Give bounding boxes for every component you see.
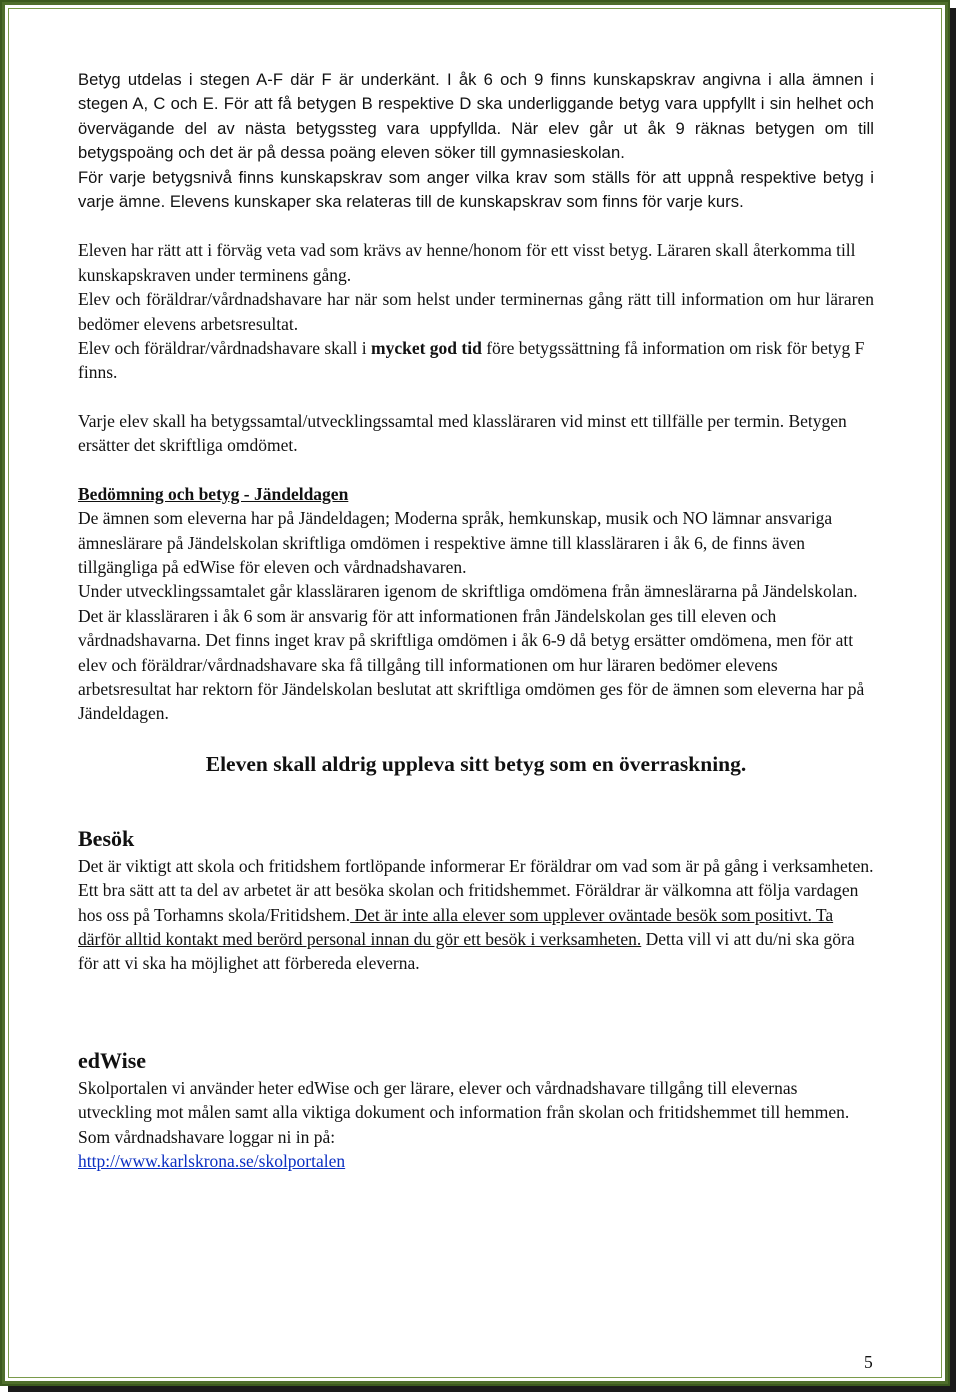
grade-f-risk-start: Elev och föräldrar/vårdnadshavare skall i: [78, 338, 371, 359]
edwise-paragraph: Skolportalen vi använder heter edWise och ger lärare, elever och vårdnadshavare tillgång till elevernas utveckling mot målen samt alla viktiga dokument och information från skolan och fritidshemmet till hemmen. Som vårdnadshavare loggar ni in på:: [78, 1077, 850, 1147]
parent-information-paragraph: Elev och föräldrar/vårdnadshavare har när som helst under terminernas gång rätt till information om hur läraren bedömer elevens arbetsresultat.: [78, 289, 874, 334]
besok-end: Detta vill vi att du/ni ska göra för att vi ska ha möjlighet att förbereda eleverna.: [78, 928, 855, 974]
besok-paragraph: [78, 854, 874, 976]
besok-intro: Det är viktigt att skola och fritidshem fortlöpande informerar Er föräldrar om vad som är på gång i verksamheten. Ett bra sätt att ta del av arbetet är att besöka skolan och fritidshemmet. Föräldrar är välkomna att följa vardagen hos oss på Torhamns skola/Fritidshem.: [78, 855, 874, 925]
document-body: [78, 68, 874, 1173]
grading-intro-paragraph: Betyg utdelas i stegen A-F där F är underkänt. I åk 6 och 9 finns kunskapskrav angivna i alla ämnen i stegen A, C och E. För att få betygen B respektive D ska underliggande betyg vara uppfyllt i sin helhet och övervägande del av nästa betygssteg vara uppfyllda. När elev går ut åk 9 räknas betygen om till betygspoäng och det är på dessa poäng eleven söker till gymnasieskolan.: [78, 70, 874, 163]
edwise-heading: edWise: [78, 1047, 147, 1073]
jandeldagen-heading: Bedömning och betyg - Jändeldagen: [78, 483, 349, 504]
no-surprise-callout: Eleven skall aldrig uppleva sitt betyg som en överraskning.: [205, 751, 747, 776]
besok-underlined-1: Det är inte alla elever som upplever oväntade besök som positivt.: [350, 904, 812, 925]
besok-heading: Besök: [78, 825, 135, 851]
student-rights-paragraph: Eleven har rätt att i förväg veta vad som krävs av henne/honom för ett visst betyg. Läraren skall återkomma till kunskapskraven under terminens gång.: [78, 240, 856, 285]
jandeldagen-paragraph-3: Det är klassläraren i åk 6 som är ansvarig för att informationen från Jändelskolan ges till eleven och vårdnadshavarna. Det finns inget krav på skriftliga omdömen i åk 6-9 då betyg ersätter omdömena, men för att elev och föräldrar/vårdnadshavare ska få tillgång till informationen om hur läraren bedömer elevens arbetsresultat har rektorn för Jändelskolan beslutat att skriftliga omdömen ges för de ämnen som eleverna har på Jändeldagen.: [78, 605, 865, 724]
edwise-link-line: [78, 1149, 874, 1173]
besok-underlined-2: Ta därför alltid kontakt med berörd personal innan du gör ett besök i verksamheten.: [78, 904, 834, 949]
jandeldagen-paragraph-2: Under utvecklingssamtalet går klassläraren igenom de skriftliga omdömena från ämneslärarna på Jändelskolan.: [78, 581, 858, 602]
development-talk-paragraph: Varje elev skall ha betygssamtal/utvecklingssamtal med klassläraren vid minst ett tillfälle per termin. Betygen ersätter det skriftliga omdömet.: [78, 410, 847, 456]
grade-f-risk-emphasis: mycket god tid: [371, 338, 482, 359]
grade-f-risk-end: före betygssättning få information om risk för betyg F finns.: [78, 338, 865, 383]
skolportalen-link[interactable]: http://www.karlskrona.se/skolportalen: [78, 1151, 346, 1171]
grade-f-risk-paragraph: [78, 336, 874, 385]
jandeldagen-paragraph-1: De ämnen som eleverna har på Jändeldagen; Moderna språk, hemkunskap, musik och NO lämnar ansvariga ämneslärare på Jändelskolan skriftliga omdömen i respektive ämne till klassläraren i åk 6, de finns även tillgängliga på edWise för eleven och vårdnadshavaren.: [78, 508, 833, 577]
page-number: 5: [864, 1352, 873, 1372]
knowledge-requirements-paragraph: För varje betygsnivå finns kunskapskrav som anger vilka krav som ställs för att uppnå respektive betyg i varje ämne. Elevens kunskaper ska relateras till de kunskapskrav som finns för varje kurs.: [78, 167, 874, 212]
